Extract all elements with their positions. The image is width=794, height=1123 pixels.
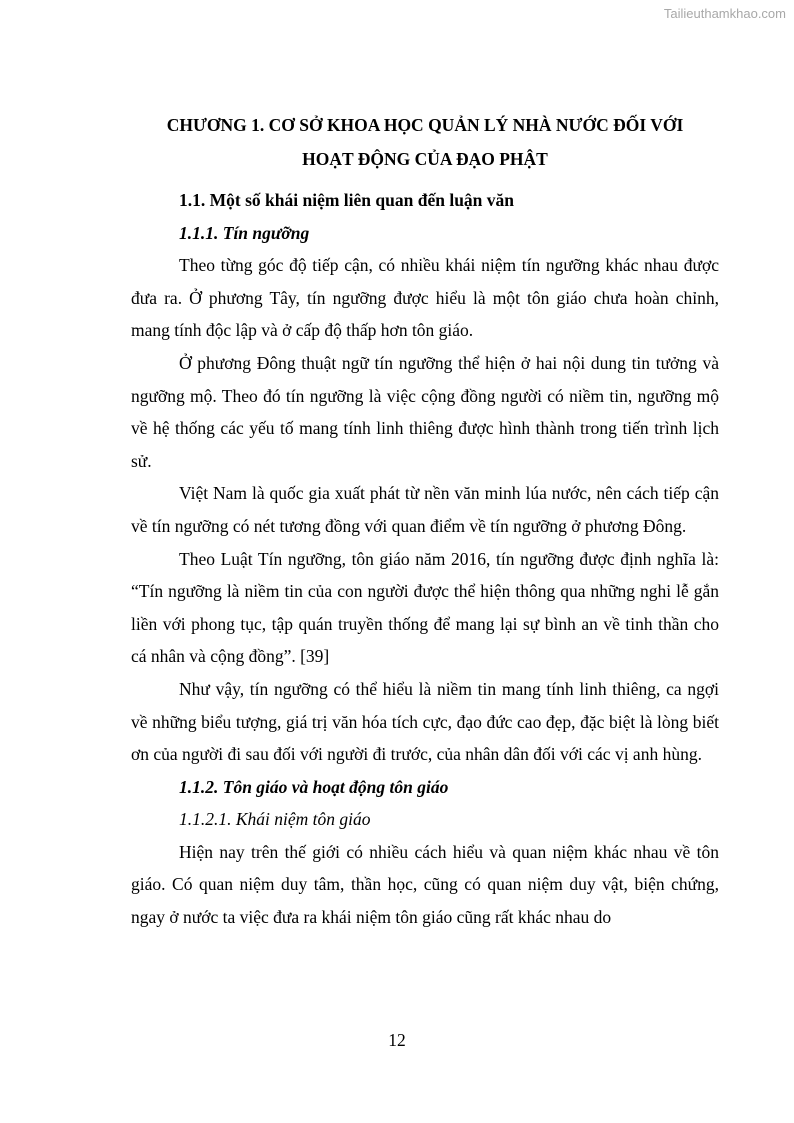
paragraph: Như vậy, tín ngưỡng có thể hiểu là niềm tin mang tính linh thiêng, ca ngợi về những biểu tượng, giá trị văn hóa tích cực, đạo đức cao đẹp, đặc biệt là lòng biết ơn của người đi sau đối với người đi trước, của nhân dân đối với các vị anh hùng.: [131, 678, 719, 765]
chapter-title-line-1: CHƯƠNG 1. CƠ SỞ KHOA HỌC QUẢN LÝ NHÀ NƯỚC ĐỐI VỚI: [166, 115, 684, 135]
watermark-text: Tailieuthamkhao.com: [663, 6, 786, 21]
paragraph: Theo Luật Tín ngưỡng, tôn giáo năm 2016, tín ngưỡng được định nghĩa là: “Tín ngưỡng là niềm tin của con người được thể hiện thông qua những nghi lễ gắn liền với phong tục, tập quán truyền thống để mang lại sự bình an về tinh thần cho cá nhân và cộng đồng”. [39]: [131, 548, 719, 667]
page-number: 12: [388, 1030, 406, 1050]
document-body: [131, 108, 719, 934]
paragraph: Ở phương Đông thuật ngữ tín ngưỡng thể hiện ở hai nội dung tin tưởng và ngưỡng mộ. Theo đó tín ngưỡng là việc cộng đồng người có niềm tin, ngưỡng mộ về hệ thống các yếu tố mang tính linh thiêng được hình thành trong tiến trình lịch sử.: [131, 352, 719, 471]
section-heading-1-1-2-1: 1.1.2.1. Khái niệm tôn giáo: [179, 809, 371, 830]
paragraph: Việt Nam là quốc gia xuất phát từ nền văn minh lúa nước, nên cách tiếp cận về tín ngưỡng có nét tương đồng với quan điểm về tín ngưỡng ở phương Đông.: [131, 483, 719, 536]
section-heading-1-1-2: 1.1.2. Tôn giáo và hoạt động tôn giáo: [179, 776, 449, 797]
chapter-title: [131, 108, 719, 176]
chapter-title-line-2: HOẠT ĐỘNG CỦA ĐẠO PHẬT: [302, 149, 548, 169]
paragraph: Theo từng góc độ tiếp cận, có nhiều khái niệm tín ngưỡng khác nhau được đưa ra. Ở phương Tây, tín ngưỡng được hiểu là một tôn giáo chưa hoàn chỉnh, mang tính độc lập và ở cấp độ thấp hơn tôn giáo.: [131, 255, 719, 341]
section-heading-1-1-1: 1.1.1. Tín ngưỡng: [179, 222, 310, 243]
section-heading-1-1: 1.1. Một số khái niệm liên quan đến luận văn: [179, 190, 515, 210]
paragraph: Hiện nay trên thế giới có nhiều cách hiểu và quan niệm khác nhau về tôn giáo. Có quan niệm duy tâm, thần học, cũng có quan niệm duy vật, biện chứng, ngay ở nước ta việc đưa ra khái niệm tôn giáo cũng rất khác nhau do: [131, 841, 719, 928]
